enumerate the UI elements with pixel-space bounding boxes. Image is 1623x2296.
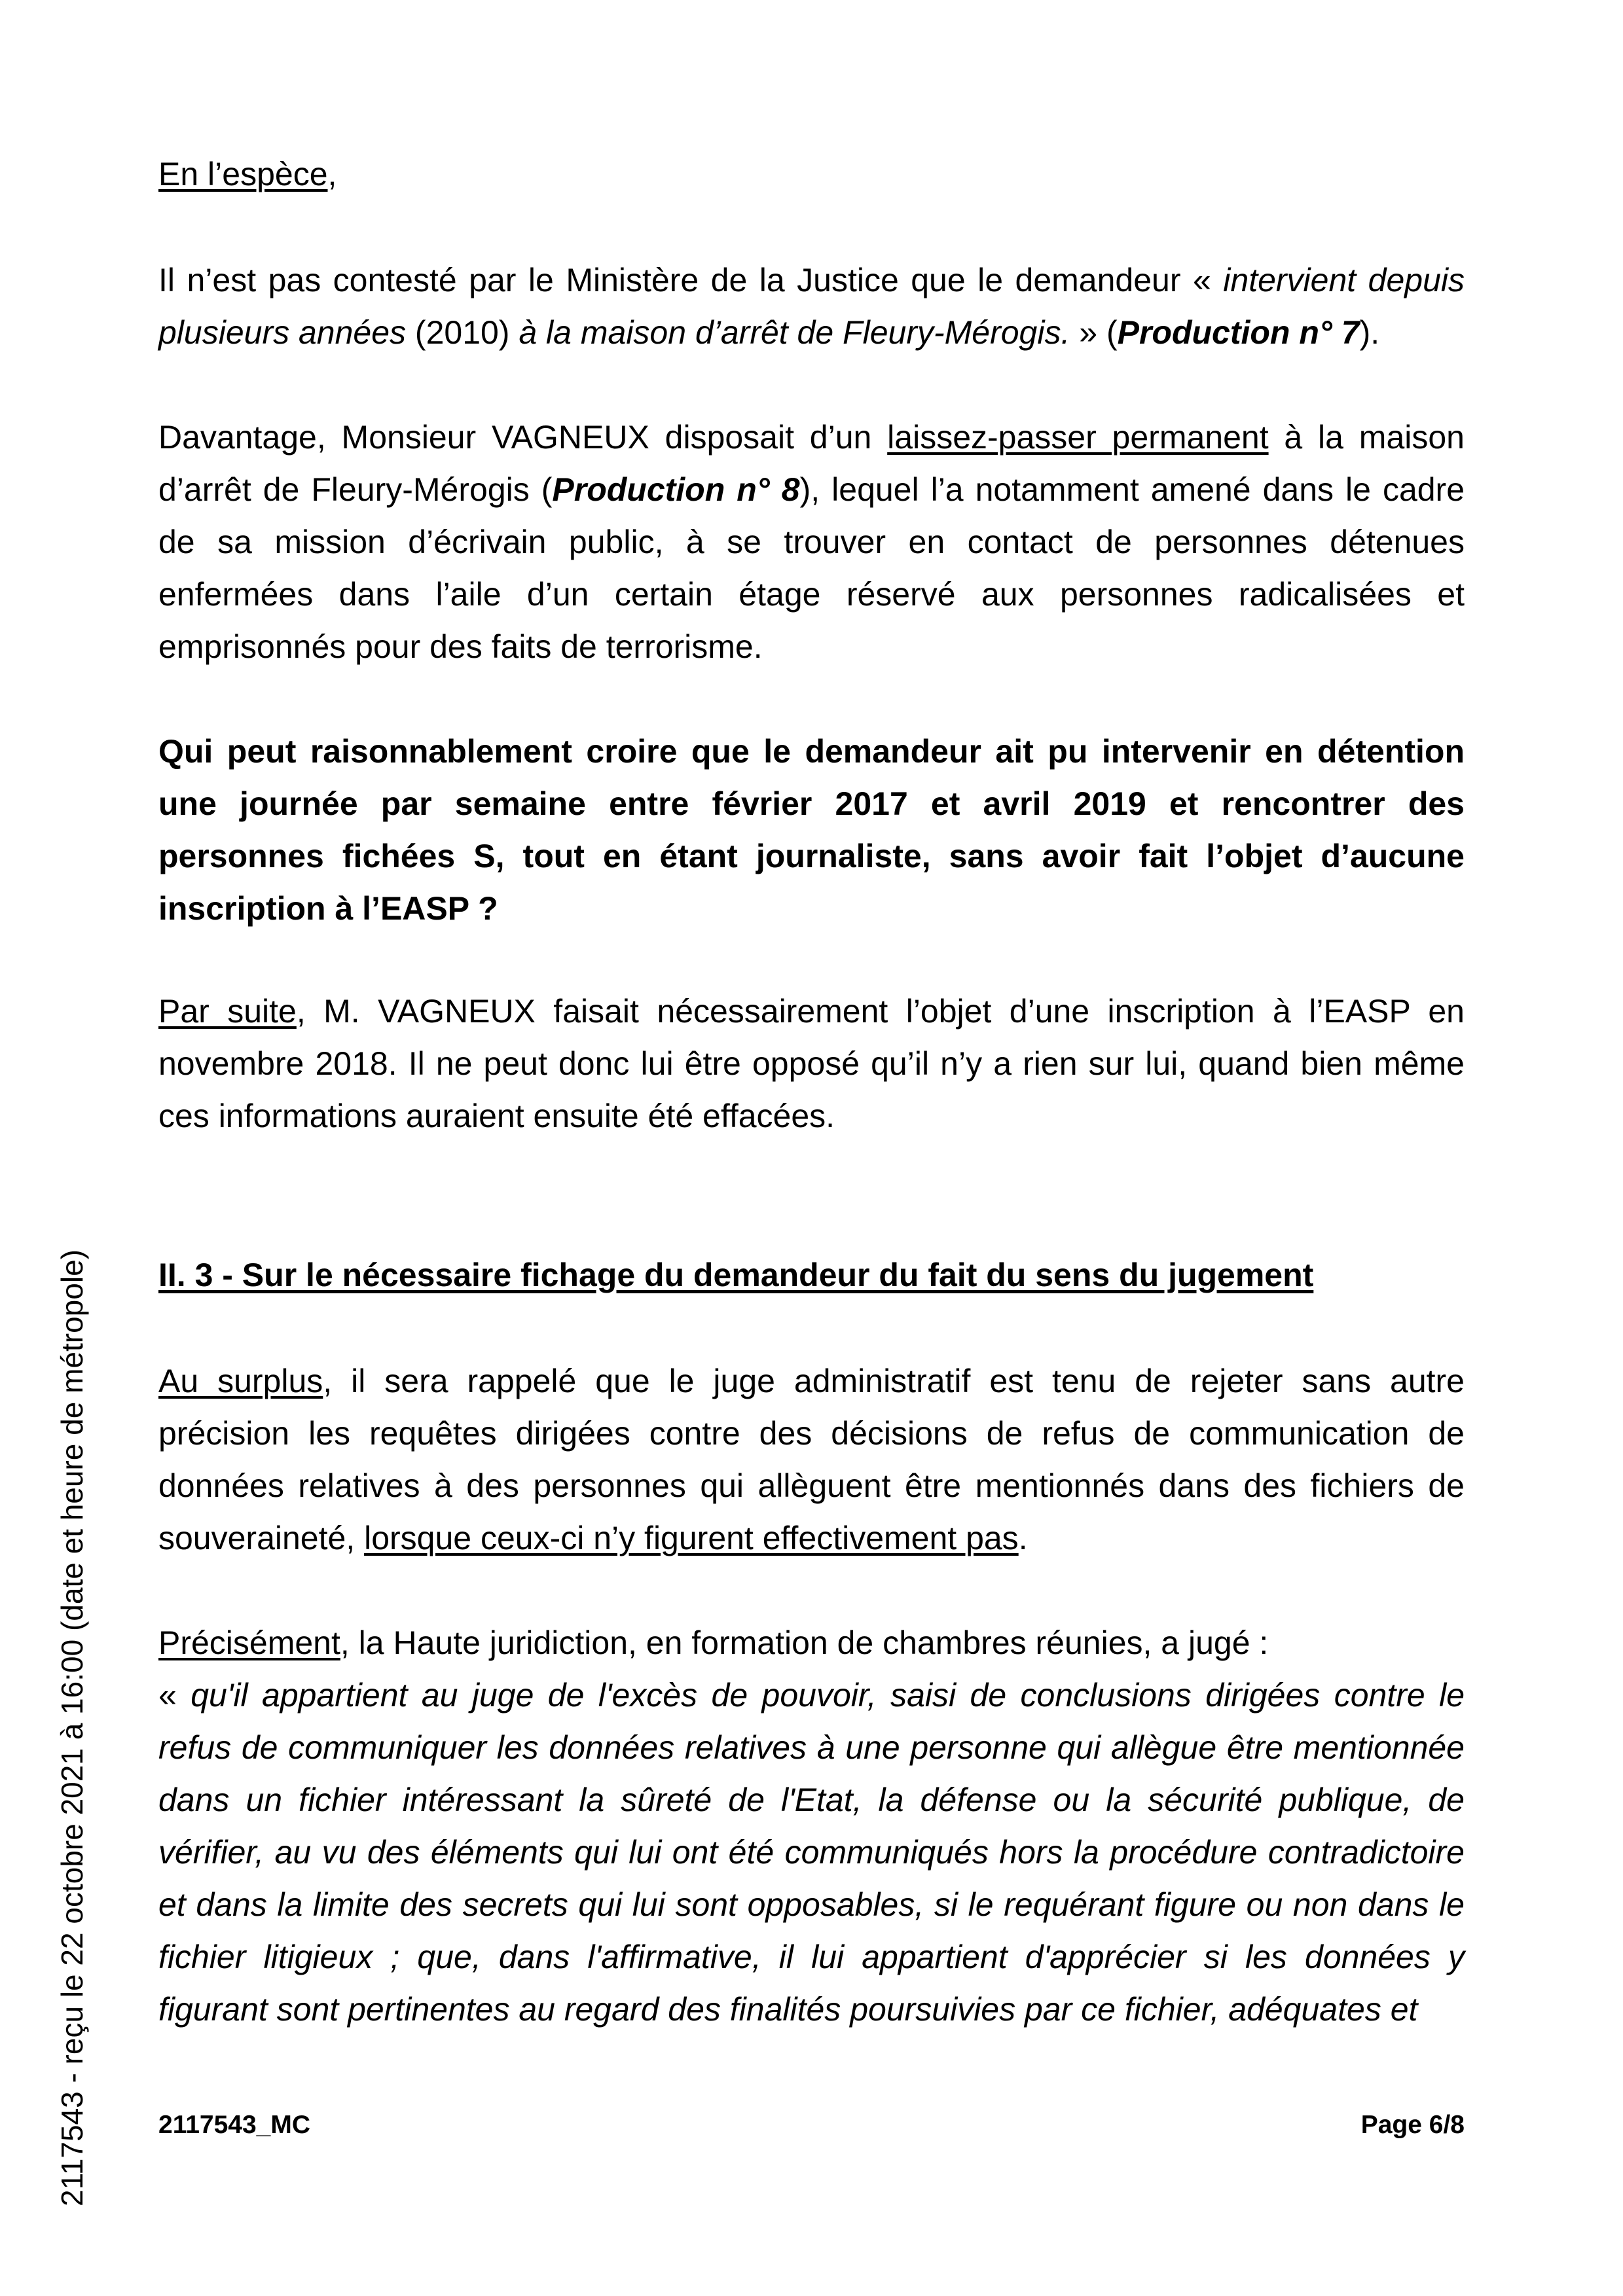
underlined-lead: Par suite [158, 993, 297, 1030]
production-reference: Production n° 7 [1117, 314, 1360, 351]
underlined-lead: Précisément [158, 1624, 340, 1661]
paragraph-au-surplus: Au surplus, il sera rappelé que le juge administratif est tenu de rejeter sans autre précision les requêtes dirigées contre des décisions de refus de communication de données relatives à des personnes qui allèguent être mentionnés dans des fichiers de souveraineté, lorsque ceux-ci n’y figurent effectivement pas. [158, 1363, 1465, 1556]
paragraph-en-l-espece: En l’espèce, [158, 156, 337, 192]
paragraph-rhetorical-question: Qui peut raisonnablement croire que le demandeur ait pu intervenir en détention une journée par semaine entre février 2017 et avril 2019 et rencontrer des personnes fichées S, tout en étant journaliste, sans avoir fait l’objet d’aucune inscription à l’EASP ? [158, 733, 1465, 927]
paragraph-intervention: Il n’est pas contesté par le Ministère de la Justice que le demandeur « intervient depuis plusieurs années (2010) à la maison d’arrêt de Fleury-Mérogis. » (Production n° 7). [158, 262, 1465, 351]
document-reference: 2117543_MC [158, 2111, 311, 2139]
precisement-intro: Précisément, la Haute juridiction, en formation de chambres réunies, a jugé : [158, 1624, 1269, 1661]
production-reference: Production n° 8 [552, 471, 800, 508]
underlined-lead: Au surplus [158, 1363, 323, 1399]
section-heading: II. 3 - Sur le nécessaire fichage du demandeur du fait du sens du jugement [158, 1257, 1314, 1293]
underlined-term: lorsque ceux-ci n’y figurent effectivement pas [364, 1520, 1019, 1556]
underlined-term: laissez-passer permanent [887, 419, 1269, 456]
paragraph-precisement [158, 1617, 1465, 2036]
underlined-lead: En l’espèce [158, 156, 328, 192]
page-number: Page 6/8 [1360, 2111, 1465, 2139]
quote-text: qu'il appartient au juge de l'excès de pouvoir, saisi de conclusions dirigées contre le refus de communiquer les données relatives à une personne qui allègue être mentionnée dans un fichier intéressant la sûreté de l'Etat, la défense ou la sécurité publique, de vérifier, au vu des éléments qui lui ont été communiqués hors la procédure contradictoire et dans la limite des secrets qui lui sont opposables, si le requérant figure ou non dans le fichier litigieux ; que, dans l'affirmative, il lui appartient d'apprécier si les données y figurant sont pertinentes au regard des finalités poursuivies par ce fichier, adéquates et [158, 1677, 1465, 2028]
page-footer [158, 2109, 1465, 2142]
quoted-italic: intervient depuis plusieurs années [158, 262, 1465, 351]
quoted-italic: à la maison d’arrêt de Fleury-Mérogis. [519, 314, 1070, 351]
paragraph-par-suite: Par suite, M. VAGNEUX faisait nécessairement l’objet d’une inscription à l’EASP en novembre 2018. Il ne peut donc lui être opposé qu’il n’y a rien sur lui, quand bien même ces informations auraient ensuite été effacées. [158, 993, 1465, 1134]
case-law-quote: « qu'il appartient au juge de l'excès de pouvoir, saisi de conclusions dirigées contre le refus de communiquer les données relatives à une personne qui allègue être mentionnée dans un fichier intéressant la sûreté de l'Etat, la défense ou la sécurité publique, de vérifier, au vu des éléments qui lui ont été communiqués hors la procédure contradictoire et dans la limite des secrets qui lui sont opposables, si le requérant figure ou non dans le fichier litigieux ; que, dans l'affirmative, il lui appartient d'apprécier si les données y figurant sont pertinentes au regard des finalités poursuivies par ce fichier, adéquates et [158, 1677, 1465, 2028]
receipt-stamp: 2117543 - reçu le 22 octobre 2021 à 16:00 (date et heure de métropole) [55, 1249, 89, 2206]
paragraph-laissez-passer: Davantage, Monsieur VAGNEUX disposait d’un laissez-passer permanent à la maison d’arrêt de Fleury-Mérogis (Production n° 8), lequel l’a notamment amené dans le cadre de sa mission d’écrivain public, à se trouver en contact de personnes détenues enfermées dans l’aile d’un certain étage réservé aux personnes radicalisées et emprisonnés pour des faits de terrorisme. [158, 419, 1465, 665]
